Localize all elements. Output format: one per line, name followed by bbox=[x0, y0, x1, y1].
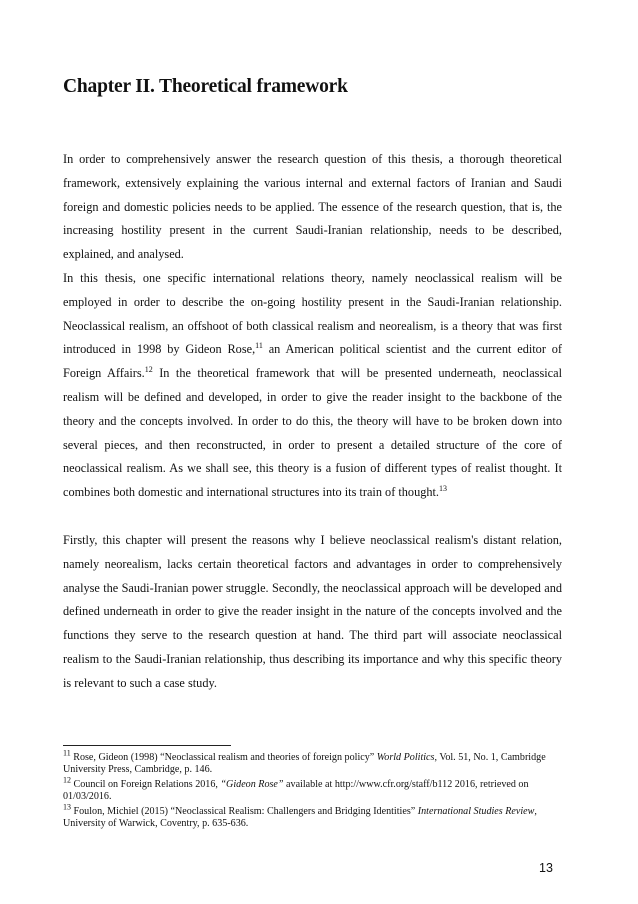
footnote-ref-13[interactable]: 13 bbox=[439, 484, 448, 494]
chapter-title: Chapter II. Theoretical framework bbox=[63, 76, 348, 97]
footnotes bbox=[63, 748, 562, 832]
footnote-text: available at http://www.cfr.org/staff/b112 2016, retrieved on 01/03/2016. bbox=[63, 778, 529, 803]
footnote-12 bbox=[63, 775, 562, 804]
paragraph-structure: Firstly, this chapter will present the reasons why I believe neoclassical realism's distant relation, namely neorealism, lacks certain theoretical factors and advantages in order to comprehensively analyse the Saudi-Iranian power struggle. Secondly, the neoclassical approach will be developed and defined underneath in order to give the reader insight in the nature of the concepts involved and the functions they serve to the research question at hand. The third part will associate neoclassical realism to the Saudi-Iranian relationship, thus describing its importance and why this specific theory is relevant to such a case study. bbox=[63, 532, 562, 690]
footnote-text: Council on Foreign Relations 2016, bbox=[71, 778, 221, 790]
paragraph-theory bbox=[63, 267, 562, 505]
footnote-number: 11 bbox=[63, 748, 71, 758]
paragraph-theory-part3: In the theoretical framework that will be presented underneath, neoclassical realism will be defined and developed, in order to give the reader insight to the backbone of the theory and the concepts involved. In order to do this, the theory will have to be broken down into several pieces, and then reconstructed, in order to present a detailed structure of the core of neoclassical realism. As we shall see, this theory is a fusion of different types of realist thought. It combines both domestic and international structures into its train of thought. bbox=[63, 366, 562, 500]
footnote-ref-12[interactable]: 12 bbox=[144, 365, 153, 375]
footnote-13 bbox=[63, 802, 562, 831]
footnote-italic: “Gideon Rose” bbox=[220, 778, 284, 790]
footnote-separator bbox=[63, 745, 231, 746]
footnote-italic: International Studies Review bbox=[417, 805, 535, 817]
page-number: 13 bbox=[539, 861, 553, 875]
footnote-text: , University of Warwick, Coventry, p. 635-636. bbox=[63, 805, 537, 830]
footnote-ref-11[interactable]: 11 bbox=[255, 341, 263, 351]
footnote-number: 13 bbox=[63, 802, 71, 812]
footnote-11 bbox=[63, 748, 562, 777]
footnote-text: Foulon, Michiel (2015) “Neoclassical Realism: Challengers and Bridging Identities” bbox=[71, 805, 418, 817]
footnote-number: 12 bbox=[63, 775, 71, 785]
paragraph-theory-part1: In this thesis, one specific international relations theory, namely neoclassical realism will be employed in order to describe the on-going hostility present in the Saudi-Iranian relationship. Neoclassical realism, an offshoot of both classical realism and neorealism, is a theory that was first introduced in 1998 by Gideon Rose, bbox=[63, 270, 562, 357]
paragraph-intro: In order to comprehensively answer the research question of this thesis, a thorough theoretical framework, extensively explaining the various internal and external factors of Iranian and Saudi foreign and domestic policies needs to be applied. The essence of the research question, that is, the increasing hostility present in the current Saudi-Iranian relationship, needs to be described, explained, and analysed. bbox=[63, 152, 562, 262]
footnote-text: , Vol. 51, No. 1, Cambridge University Press, Cambridge, p. 146. bbox=[63, 752, 546, 776]
body-text bbox=[63, 148, 562, 696]
footnote-italic: World Politics bbox=[376, 752, 435, 763]
paragraph-theory-part2: an American political scientist and the current editor of Foreign Affairs. bbox=[63, 342, 563, 381]
footnote-text: Rose, Gideon (1998) “Neoclassical realism and theories of foreign policy” bbox=[70, 752, 377, 763]
